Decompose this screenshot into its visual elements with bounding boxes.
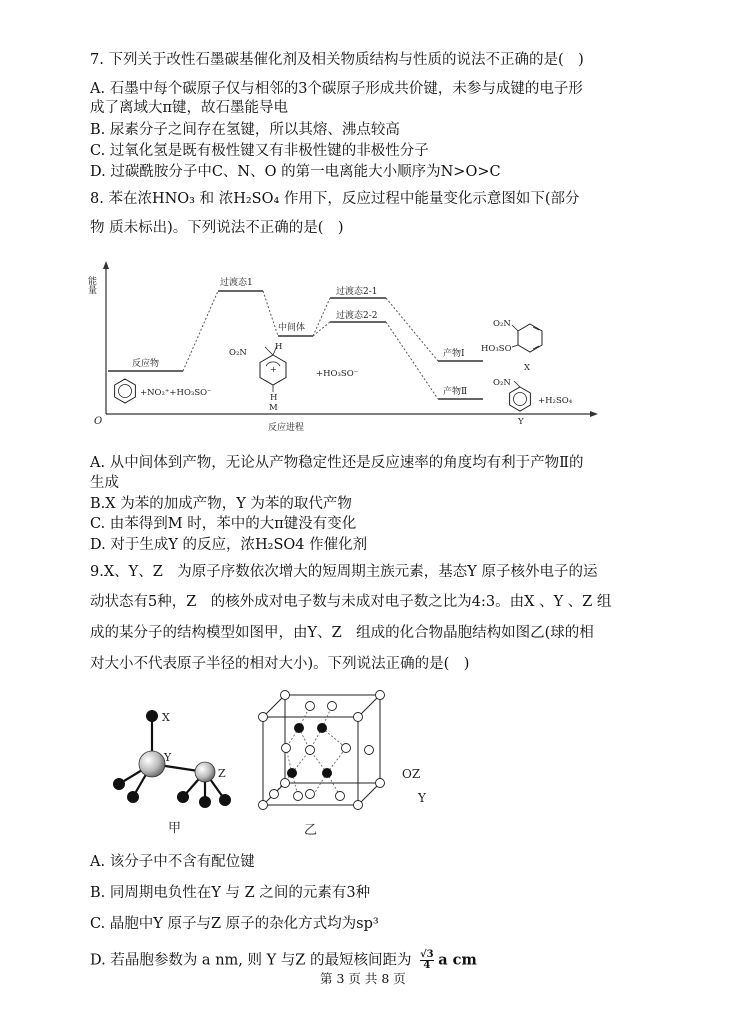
fig-label-y: Y (164, 751, 172, 764)
fraction-denominator: 4 (423, 960, 431, 971)
reagents-label: +NO₂⁺+HO₃SO⁻ (140, 388, 212, 398)
x-label: X (524, 363, 531, 373)
fig2-caption: 乙 (304, 823, 318, 838)
q7-option-c: C. 过氧化氢是既有极性键又有非极性键的非极性分子 (90, 143, 429, 159)
m-h-bottom: H (270, 393, 278, 403)
q9-option-b: B. 同周期电负性在Y 与 Z 之间的元素有3种 (90, 885, 371, 901)
atom-x-5 (199, 796, 211, 808)
y-structure (510, 381, 531, 411)
q8-option-a-line2: 生成 (90, 475, 119, 491)
x-axis-arrow (590, 411, 598, 417)
z-atoms (259, 691, 385, 810)
q9-option-a: A. 该分子中不含有配位键 (90, 854, 255, 870)
x-no2: O₂N (493, 319, 511, 329)
q7-option-d: D. 过碳酰胺分子中C、N、O 的第一电离能大小顺序为N>O>C (90, 164, 501, 180)
fig1-caption: 甲 (168, 821, 182, 836)
q9-stem-line2: 动状态有5种，Z 的核外成对电子数与未成对电子数之比为4:3。由X 、Y 、Z 组 (90, 594, 612, 610)
q7-stem: 7. 下列关于改性石墨碳基催化剂及相关物质结构与性质的说法不正确的是( ) (90, 52, 584, 68)
atom-y (139, 751, 165, 777)
m-no2: O₂N (229, 348, 247, 358)
atom-x-3 (127, 791, 139, 803)
path-dotted (183, 291, 438, 399)
y-no2: O₂N (493, 378, 511, 388)
q9-option-c: C. 晶胞中Y 原子与Z 原子的杂化方式均为sp³ (90, 916, 379, 932)
label-p1: 产物Ⅰ (443, 349, 465, 359)
q9-option-d-text: D. 若晶胞参数为 a nm, 则 Y 与Z 的最短核间距为 (90, 952, 412, 969)
hso3-label: +HO₃SO⁻ (316, 369, 359, 379)
q8-option-b: B.X 为苯的加成产物，Y 为苯的取代产物 (90, 496, 352, 512)
page-footer: 第 3 页 共 8 页 (320, 971, 406, 986)
figure-unit-cell (252, 686, 442, 841)
legend-oz: OZ (402, 767, 421, 781)
unit-text: a cm (438, 951, 477, 969)
label-ts22: 过渡态2-2 (336, 311, 378, 321)
fig-label-x: X (162, 711, 170, 724)
m-label: M (269, 403, 278, 413)
y-label: Y (518, 417, 524, 427)
x-structure (512, 324, 542, 352)
atom-x-6 (219, 794, 231, 806)
atom-x-4 (177, 791, 189, 803)
x-oso3: HO₃SO (481, 344, 512, 354)
cell-edges (263, 695, 380, 805)
q8-option-a-line1: A. 从中间体到产物，无论从产物稳定性还是反应速率的角度均有利于产物Ⅱ的 (90, 455, 584, 471)
q8-stem-line1: 8. 苯在浓HNO₃ 和 浓H₂SO₄ 作用下，反应过程中能量变化示意图如下(部分 (90, 191, 580, 207)
q7-option-b: B. 尿素分子之间存在氢键，所以其熔、沸点较高 (90, 122, 400, 138)
q9-stem-line1: 9.X、Y、Z 为原子序数依次增大的短周期主族元素，基态Y 原子核外电子的运 (90, 564, 598, 580)
label-intermediate: 中间体 (278, 323, 306, 333)
label-ts21: 过渡态2-1 (336, 287, 378, 297)
m-plus: + (270, 365, 277, 374)
atom-x-1 (146, 710, 158, 722)
atom-x-2 (113, 778, 125, 790)
label-ts1: 过渡态1 (220, 278, 253, 288)
q8-stem-line2: 物 质未标出)。下列说法不正确的是( ) (90, 220, 344, 236)
atom-z (195, 762, 215, 782)
q9-stem-line4: 对大小不代表原子半径的相对大小)。下列说法正确的是( ) (90, 656, 470, 672)
q7-option-a-line1: A. 石墨中每个碳原子仅与相邻的3个碳原子形成共价键，未参与成键的电子形 (90, 81, 583, 97)
q7-option-a-line2: 成了离域大π键，故石墨能导电 (90, 100, 289, 116)
y-axis-label-1: 能量 (86, 276, 96, 294)
q9-stem-line3: 成的某分子的结构模型如图甲，由Y、Z 组成的化合物晶胞结构如图乙(球的相 (90, 625, 594, 641)
q9-option-d (90, 950, 477, 971)
m-h-top: H (275, 342, 283, 352)
x-axis-label: 反应进程 (268, 423, 305, 433)
fraction-numerator: √3 (420, 949, 434, 960)
y-axis-arrow (103, 261, 109, 269)
fig-label-z: Z (218, 767, 226, 780)
q8-option-c: C. 由苯得到M 时，苯中的大π键没有变化 (90, 516, 357, 532)
origin-label: O (94, 416, 103, 427)
benzene-ring (115, 379, 136, 403)
y-h2so4: +H₂SO₄ (538, 396, 573, 406)
label-reactant: 反应物 (132, 359, 160, 369)
energy-diagram (88, 258, 608, 438)
fraction (420, 950, 434, 971)
figure-molecule (105, 702, 255, 842)
label-p2: 产物Ⅱ (443, 387, 468, 397)
q8-option-d: D. 对于生成Y 的反应，浓H₂SO4 作催化剂 (90, 537, 368, 553)
legend-y: Y (418, 791, 426, 805)
